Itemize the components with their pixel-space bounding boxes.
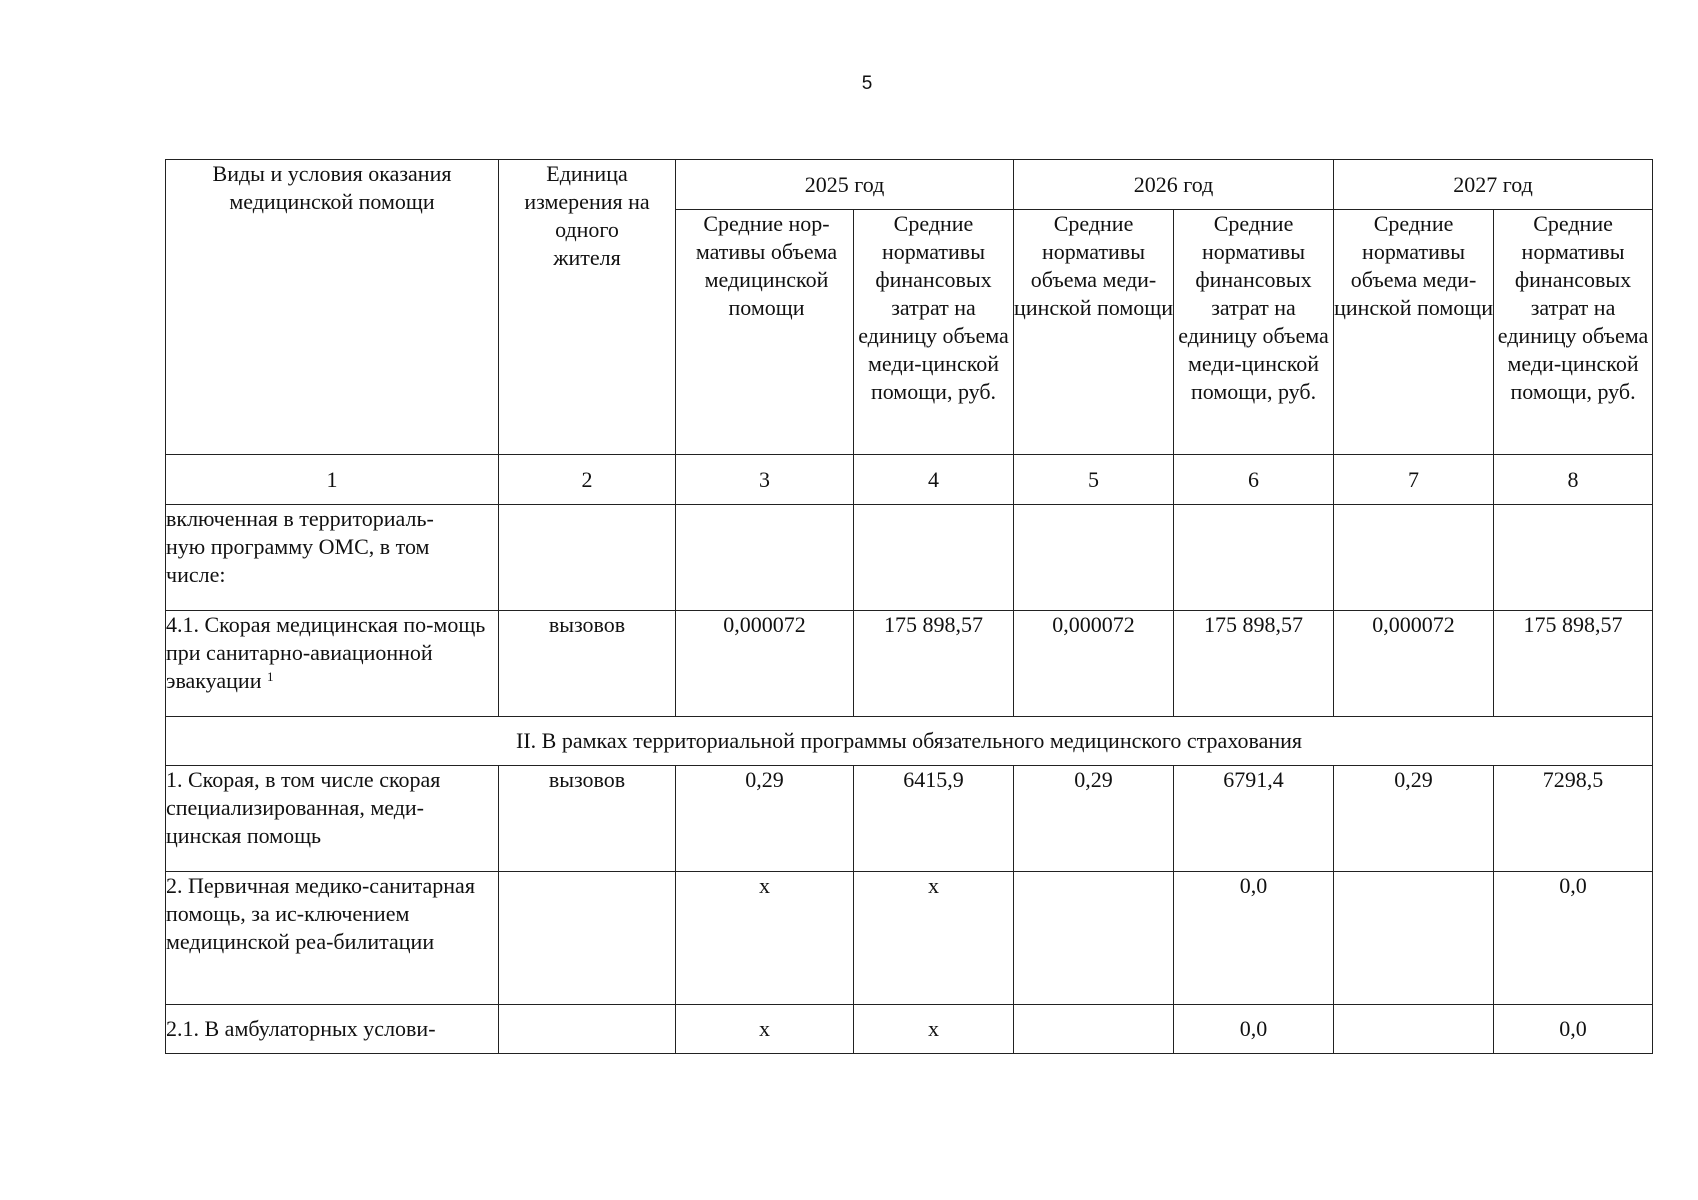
row-value xyxy=(1334,505,1494,611)
row-unit xyxy=(499,1005,676,1054)
header-year-2025: 2025 год xyxy=(676,160,1014,210)
row-unit xyxy=(499,872,676,1005)
norms-table xyxy=(165,159,1653,1054)
row-value: 0,29 xyxy=(1014,766,1174,872)
page-number: 5 xyxy=(861,73,873,94)
column-number: 3 xyxy=(676,455,854,505)
row-value: 0,000072 xyxy=(1334,611,1494,717)
table-row xyxy=(166,611,1653,717)
row-value: 0,29 xyxy=(676,766,854,872)
table-row xyxy=(166,505,1653,611)
header-volume-2027: Средние нормативы объема меди-цинской помощи xyxy=(1334,210,1494,455)
header-year-2027: 2027 год xyxy=(1334,160,1653,210)
header-cost-2025: Средние нормативы финансовых затрат на единицу объема меди-цинской помощи, руб. xyxy=(854,210,1014,455)
row-unit: вызовов xyxy=(499,766,676,872)
header-year-2026: 2026 год xyxy=(1014,160,1334,210)
column-number: 1 xyxy=(166,455,499,505)
row-value: 175 898,57 xyxy=(1494,611,1653,717)
row-name-text: 4.1. Скорая медицинская по-мощь при санитарно-авиационной эвакуации xyxy=(166,612,486,693)
row-value xyxy=(1334,872,1494,1005)
row-unit xyxy=(499,505,676,611)
row-name: 2. Первичная медико-санитарная помощь, за ис-ключением медицинской реа-билитации xyxy=(166,872,499,1005)
header-kinds: Виды и условия оказания медицинской помощи xyxy=(166,160,499,455)
section-row xyxy=(166,717,1653,766)
table-row xyxy=(166,1005,1653,1054)
row-value xyxy=(1494,505,1653,611)
column-number: 6 xyxy=(1174,455,1334,505)
column-number: 7 xyxy=(1334,455,1494,505)
row-value xyxy=(1174,505,1334,611)
table-row xyxy=(166,872,1653,1005)
row-value: х xyxy=(676,872,854,1005)
header-row-years xyxy=(166,160,1653,210)
row-value: х xyxy=(854,872,1014,1005)
column-number: 5 xyxy=(1014,455,1174,505)
row-value: х xyxy=(676,1005,854,1054)
row-name: 2.1. В амбулаторных услови- xyxy=(166,1005,499,1054)
column-number: 8 xyxy=(1494,455,1653,505)
row-value: 0,0 xyxy=(1174,872,1334,1005)
section-title: II. В рамках территориальной программы обязательного медицинского страхования xyxy=(166,717,1653,766)
header-volume-2025: Средние нор-мативы объема медицинской помощи xyxy=(676,210,854,455)
row-value xyxy=(676,505,854,611)
column-numbers-row xyxy=(166,455,1653,505)
row-value: 0,0 xyxy=(1494,872,1653,1005)
row-value: 0,0 xyxy=(1174,1005,1334,1054)
footnote-mark: 1 xyxy=(266,669,274,684)
row-name: включенная в территориаль-ную программу ОМС, в том числе: xyxy=(166,505,499,611)
row-unit: вызовов xyxy=(499,611,676,717)
row-value xyxy=(1014,1005,1174,1054)
row-value: 175 898,57 xyxy=(854,611,1014,717)
row-value: 0,000072 xyxy=(1014,611,1174,717)
row-value xyxy=(1014,505,1174,611)
column-number: 4 xyxy=(854,455,1014,505)
row-value: 6415,9 xyxy=(854,766,1014,872)
header-unit: Единица измерения на одного жителя xyxy=(499,160,676,455)
table-row xyxy=(166,766,1653,872)
row-value: 0,000072 xyxy=(676,611,854,717)
row-value: 175 898,57 xyxy=(1174,611,1334,717)
header-volume-2026: Средние нормативы объема меди-цинской помощи xyxy=(1014,210,1174,455)
row-name: 1. Скорая, в том числе скорая специализированная, меди-цинская помощь xyxy=(166,766,499,872)
row-value: 7298,5 xyxy=(1494,766,1653,872)
row-value xyxy=(1014,872,1174,1005)
row-name xyxy=(166,611,499,717)
header-cost-2026: Средние нормативы финансовых затрат на единицу объема меди-цинской помощи, руб. xyxy=(1174,210,1334,455)
row-value: 0,0 xyxy=(1494,1005,1653,1054)
row-value: 6791,4 xyxy=(1174,766,1334,872)
column-number: 2 xyxy=(499,455,676,505)
row-value: 0,29 xyxy=(1334,766,1494,872)
row-value xyxy=(1334,1005,1494,1054)
row-value xyxy=(854,505,1014,611)
row-value: х xyxy=(854,1005,1014,1054)
header-cost-2027: Средние нормативы финансовых затрат на единицу объема меди-цинской помощи, руб. xyxy=(1494,210,1653,455)
